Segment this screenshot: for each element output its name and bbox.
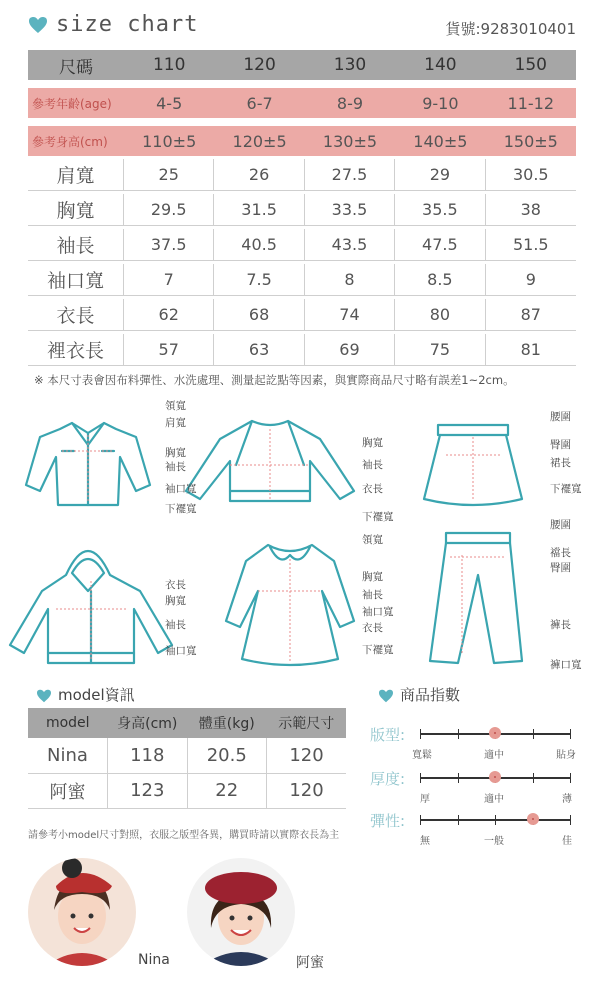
table-cell: 35.5: [395, 194, 485, 226]
table-cell: 40.5: [214, 229, 304, 261]
diagram-label: 袖口寬: [362, 606, 394, 618]
age-row: [28, 88, 576, 118]
heart-icon: [28, 16, 48, 34]
model-header-cell: model: [28, 708, 108, 738]
title-text: size chart: [56, 12, 199, 37]
table-cell: 29.5: [124, 194, 214, 226]
height-row: [28, 126, 576, 156]
row-label: 袖口寬: [28, 264, 124, 296]
row-label: 肩寬: [28, 159, 124, 191]
table-cell: 51.5: [486, 229, 576, 261]
table-row: [28, 194, 576, 226]
size-header-cell: 120: [214, 50, 304, 80]
height-row-label: 參考身高(cm): [28, 126, 124, 156]
table-row: [28, 334, 576, 366]
table-cell: 87: [486, 299, 576, 331]
table-cell: 120±5: [214, 126, 304, 156]
table-cell: 63: [214, 334, 304, 366]
scale-word: 適中: [484, 750, 504, 761]
diagram-label: 袖長: [165, 461, 186, 473]
row-label: 衣長: [28, 299, 124, 331]
diagram-label: 肩寬: [165, 417, 186, 429]
index-marker: [527, 813, 539, 825]
table-cell: 120: [267, 738, 347, 773]
table-cell: 25: [124, 159, 214, 191]
index-label: 版型:: [370, 726, 406, 744]
diagram-label: 腰圍: [550, 519, 571, 531]
table-cell: 8.5: [395, 264, 485, 296]
model-header-cell: 示範尺寸: [267, 708, 347, 738]
table-cell: 110±5: [124, 126, 214, 156]
index-marker: [489, 771, 501, 783]
table-cell: 69: [305, 334, 395, 366]
index-row-elasticity: [370, 810, 580, 850]
model-name-ami: 阿蜜: [296, 955, 324, 971]
scale-word: 薄: [562, 794, 572, 805]
diagram-label: 襠長: [550, 547, 571, 559]
diagram-label: 袖口寬: [165, 645, 197, 657]
table-cell: 33.5: [305, 194, 395, 226]
avatar: [28, 858, 136, 966]
index-label: 厚度:: [370, 770, 406, 788]
heart-icon: [378, 689, 394, 703]
table-cell: 4-5: [124, 88, 214, 118]
diagram-label: 袖口寬: [165, 483, 197, 495]
diagram-label: 衣長: [362, 622, 383, 634]
table-cell: 9-10: [395, 88, 485, 118]
table-row: [28, 738, 346, 773]
diagram-label: 臀圍: [550, 439, 571, 451]
table-cell: 140±5: [395, 126, 485, 156]
model-note: 請參考小model尺寸對照，衣服之版型各異，購買時請以實際衣長為主: [28, 830, 340, 841]
table-cell: 20.5: [187, 738, 267, 773]
avatar: [187, 858, 295, 966]
index-scale: [420, 819, 570, 821]
table-cell: 123: [108, 773, 188, 808]
table-cell: 118: [108, 738, 188, 773]
size-header-cell: 140: [395, 50, 485, 80]
size-header-cell: 尺碼: [28, 50, 124, 80]
table-cell: 8-9: [305, 88, 395, 118]
diagram-label: 袖長: [165, 619, 186, 631]
table-cell: 80: [395, 299, 485, 331]
model-name-nina: Nina: [138, 952, 170, 968]
table-cell: 30.5: [486, 159, 576, 191]
table-cell: 68: [214, 299, 304, 331]
heart-icon: [36, 689, 52, 703]
size-header-row: [28, 50, 576, 80]
index-scale: [420, 777, 570, 779]
model-photo-nina: [28, 858, 136, 966]
table-cell: 阿蜜: [28, 773, 108, 808]
pants-diagram: [430, 533, 522, 663]
table-cell: 6-7: [214, 88, 304, 118]
diagram-label: 胸寬: [362, 437, 383, 449]
diagram-label: 臀圍: [550, 562, 571, 574]
table-row: [28, 264, 576, 296]
scale-word: 貼身: [556, 750, 576, 761]
diagram-label: 胸寬: [165, 595, 186, 607]
diagram-label: 衣長: [362, 483, 383, 495]
index-row-fit: [370, 724, 580, 764]
table-cell: 81: [486, 334, 576, 366]
table-cell: 7.5: [214, 264, 304, 296]
sku-number: 貨號:9283010401: [445, 20, 576, 38]
model-section-title: [36, 684, 135, 705]
size-header-cell: 110: [124, 50, 214, 80]
header: [28, 6, 576, 42]
product-index-title-text: 商品指數: [400, 686, 461, 704]
table-cell: 74: [305, 299, 395, 331]
diagram-label: 領寬: [165, 400, 186, 412]
index-label: 彈性:: [370, 812, 406, 830]
table-cell: 22: [187, 773, 267, 808]
diagram-label: 袖長: [362, 459, 383, 471]
table-cell: 150±5: [486, 126, 576, 156]
index-marker: [489, 727, 501, 739]
model-header-cell: 體重(kg): [187, 708, 267, 738]
scale-word: 無: [420, 836, 430, 847]
row-label: 胸寬: [28, 194, 124, 226]
scale-word: 厚: [420, 794, 430, 805]
page-title: [28, 12, 198, 37]
size-note: ※ 本尺寸表會因布料彈性、水洗處理、測量起訖點等因素，與實際商品尺寸略有誤差1~2cm。: [34, 373, 515, 387]
table-cell: 120: [267, 773, 347, 808]
diagram-label: 裙長: [550, 457, 571, 469]
scale-word: 寬鬆: [412, 750, 432, 761]
table-cell: 43.5: [305, 229, 395, 261]
table-cell: 26: [214, 159, 304, 191]
table-cell: 57: [124, 334, 214, 366]
table-row: [28, 773, 346, 808]
table-cell: 37.5: [124, 229, 214, 261]
garment-diagrams: [0, 395, 600, 675]
diagram-label: 衣長: [165, 579, 186, 591]
diagram-label: 褲長: [550, 619, 571, 631]
diagram-label: 胸寬: [362, 571, 383, 583]
table-cell: 8: [305, 264, 395, 296]
table-cell: Nina: [28, 738, 108, 773]
diagram-label: 下襬寬: [550, 483, 582, 495]
diagram-label: 領寬: [362, 534, 383, 546]
model-header-cell: 身高(cm): [108, 708, 188, 738]
scale-word: 適中: [484, 794, 504, 805]
scale-word: 佳: [562, 836, 572, 847]
diagram-label: 腰圍: [550, 411, 571, 423]
table-cell: 130±5: [305, 126, 395, 156]
index-scale: [420, 733, 570, 735]
model-table: [28, 708, 346, 809]
table-row: [28, 229, 576, 261]
table-row: [28, 299, 576, 331]
table-cell: 7: [124, 264, 214, 296]
size-header-cell: 150: [486, 50, 576, 80]
size-header-cell: 130: [305, 50, 395, 80]
table-cell: 29: [395, 159, 485, 191]
diagram-label: 下襬寬: [165, 503, 197, 515]
table-cell: 31.5: [214, 194, 304, 226]
table-cell: 27.5: [305, 159, 395, 191]
table-cell: 11-12: [486, 88, 576, 118]
diagram-label: 褲口寬: [550, 659, 582, 671]
scale-word: 一般: [484, 836, 504, 847]
diagram-label: 胸寬: [165, 447, 186, 459]
row-label: 裡衣長: [28, 334, 124, 366]
age-row-label: 參考年齡(age): [28, 88, 124, 118]
product-index-title: [378, 684, 460, 705]
row-label: 袖長: [28, 229, 124, 261]
table-cell: 75: [395, 334, 485, 366]
table-cell: 47.5: [395, 229, 485, 261]
table-row: [28, 159, 576, 191]
model-title-text: model資訊: [58, 686, 135, 704]
table-cell: 9: [486, 264, 576, 296]
table-cell: 38: [486, 194, 576, 226]
diagram-label: 袖長: [362, 589, 383, 601]
model-photo-ami: [187, 858, 295, 966]
diagram-label: 下襬寬: [362, 511, 394, 523]
index-row-thickness: [370, 768, 580, 808]
table-cell: 62: [124, 299, 214, 331]
size-table: [28, 47, 576, 369]
diagram-label: 下襬寬: [362, 644, 394, 656]
model-header-row: [28, 708, 346, 738]
garment-illustrations: [0, 395, 600, 675]
